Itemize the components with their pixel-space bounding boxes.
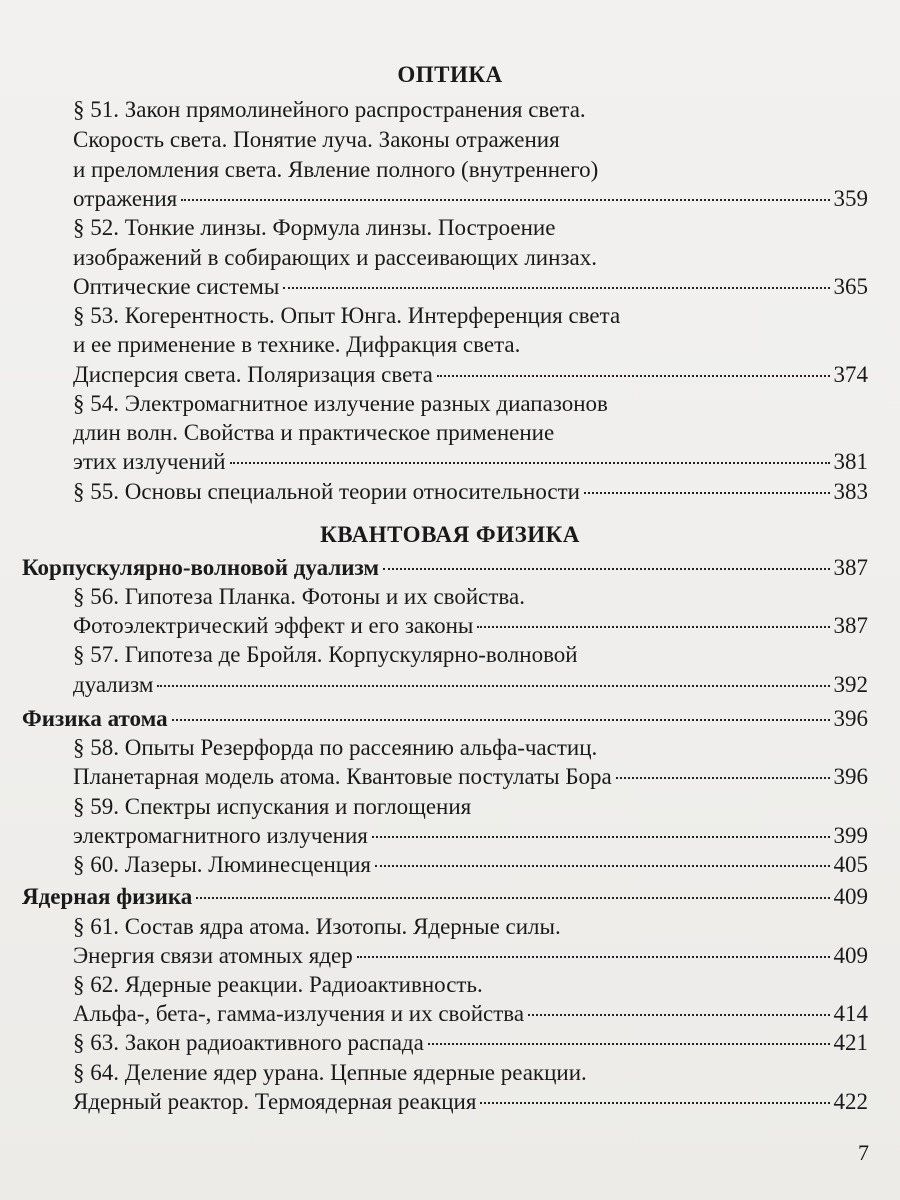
toc-entry-text: § 55. Основы специальной теории относительности	[73, 479, 580, 504]
toc-entry-text: Оптические системы	[73, 274, 280, 299]
toc-line: § 62. Ядерные реакции. Радиоактивность.	[73, 972, 483, 997]
leader-dots	[477, 626, 829, 628]
toc-page-number: 359	[833, 186, 868, 211]
toc-entry-text: отражения	[73, 186, 178, 211]
toc-entry	[73, 272, 868, 302]
toc-page-number: 396	[833, 706, 868, 731]
heading-optics: ОПТИКА	[397, 62, 503, 87]
toc-entry-text: Фотоэлектрический эффект и его законы	[73, 613, 474, 638]
toc-page-number: 381	[833, 449, 868, 474]
toc-page-number: 409	[833, 884, 868, 909]
leader-dots	[437, 375, 830, 377]
leader-dots	[181, 199, 829, 201]
toc-page-number: 422	[833, 1089, 868, 1114]
toc-line: длин волн. Свойства и практическое применение	[73, 420, 555, 445]
toc-page-number: 383	[833, 479, 868, 504]
leader-dots	[528, 1014, 829, 1016]
toc-entry-text: Энергия связи атомных ядер	[73, 943, 353, 968]
toc-line: § 58. Опыты Резерфорда по рассеянию альфа-частиц.	[73, 735, 598, 760]
leader-dots	[283, 287, 829, 289]
toc-entry	[73, 670, 868, 700]
toc-entry	[73, 360, 868, 390]
toc-entry-text: дуализм	[73, 672, 154, 697]
toc-section-title: Физика атома	[22, 706, 168, 731]
toc-line: § 52. Тонкие линзы. Формула линзы. Построение	[73, 215, 556, 240]
toc-entry-text: Альфа-, бета-, гамма-излучения и их свойства	[73, 1001, 525, 1026]
leader-dots	[196, 897, 829, 899]
toc-line: § 59. Спектры испускания и поглощения	[73, 794, 472, 819]
toc-line: и ее применение в технике. Дифракция света.	[73, 332, 521, 357]
toc-line: Скорость света. Понятие луча. Законы отражения	[73, 127, 560, 152]
toc-line: § 53. Когерентность. Опыт Юнга. Интерференция света	[73, 303, 621, 328]
toc-section-title: Ядерная физика	[22, 884, 193, 909]
toc-line: § 51. Закон прямолинейного распространения света.	[73, 97, 586, 122]
toc-page-number: 387	[833, 613, 868, 638]
toc-page-number: 365	[833, 274, 868, 299]
leader-dots	[357, 956, 830, 958]
toc-section-entry	[22, 704, 868, 734]
toc-section-entry	[22, 553, 868, 583]
toc-page-number: 374	[833, 362, 868, 387]
toc-page-number: 421	[833, 1030, 868, 1055]
toc-entry	[73, 999, 868, 1029]
toc-section-title: Корпускулярно-волновой дуализм	[22, 555, 380, 580]
toc-line: § 64. Деление ядер урана. Цепные ядерные реакции.	[73, 1060, 587, 1085]
toc-entry-text: Ядерный реактор. Термоядерная реакция	[73, 1089, 477, 1114]
toc-page-number: 414	[833, 1001, 868, 1026]
leader-dots	[383, 568, 829, 570]
toc-line: § 57. Гипотеза де Бройля. Корпускулярно-волновой	[73, 642, 578, 667]
toc-entry	[73, 611, 868, 641]
toc-page-number: 405	[833, 852, 868, 877]
toc-entry-text: этих излучений	[73, 449, 226, 474]
toc-entry	[73, 1028, 868, 1058]
leader-dots	[157, 685, 829, 687]
toc-line: § 56. Гипотеза Планка. Фотоны и их свойства.	[73, 584, 525, 609]
toc-entry	[73, 941, 868, 971]
leader-dots	[230, 462, 830, 464]
toc-entry	[73, 821, 868, 851]
toc-line: § 61. Состав ядра атома. Изотопы. Ядерные силы.	[73, 914, 561, 939]
toc-entry-text: Дисперсия света. Поляризация света	[73, 362, 433, 387]
leader-dots	[372, 836, 830, 838]
leader-dots	[616, 777, 830, 779]
toc-entry	[73, 762, 868, 792]
toc-entry	[73, 447, 868, 477]
page-number: 7	[858, 1140, 869, 1165]
toc-section-entry	[22, 882, 868, 912]
leader-dots	[480, 1102, 829, 1104]
toc-entry-text: § 63. Закон радиоактивного распада	[73, 1030, 424, 1055]
toc-line: § 54. Электромагнитное излучение разных диапазонов	[73, 391, 608, 416]
toc-page-number: 396	[833, 764, 868, 789]
toc-entry	[73, 850, 868, 880]
toc-page-number: 392	[833, 672, 868, 697]
toc-entry	[73, 1087, 868, 1117]
toc-entry	[73, 184, 868, 214]
toc-page-number: 387	[833, 555, 868, 580]
toc-line: и преломления света. Явление полного (внутреннего)	[73, 157, 599, 182]
leader-dots	[375, 865, 830, 867]
leader-dots	[584, 492, 830, 494]
toc-page-number: 399	[833, 823, 868, 848]
toc-line: изображений в собирающих и рассеивающих линзах.	[73, 245, 597, 270]
toc-entry-text: электромагнитного излучения	[73, 823, 368, 848]
heading-quantum: КВАНТОВАЯ ФИЗИКА	[320, 522, 580, 547]
toc-page-number: 409	[833, 943, 868, 968]
toc-entry	[73, 477, 868, 507]
toc-entry-text: Планетарная модель атома. Квантовые постулаты Бора	[73, 764, 612, 789]
leader-dots	[172, 719, 830, 721]
toc-entry-text: § 60. Лазеры. Люминесценция	[73, 852, 371, 877]
leader-dots	[428, 1043, 830, 1045]
